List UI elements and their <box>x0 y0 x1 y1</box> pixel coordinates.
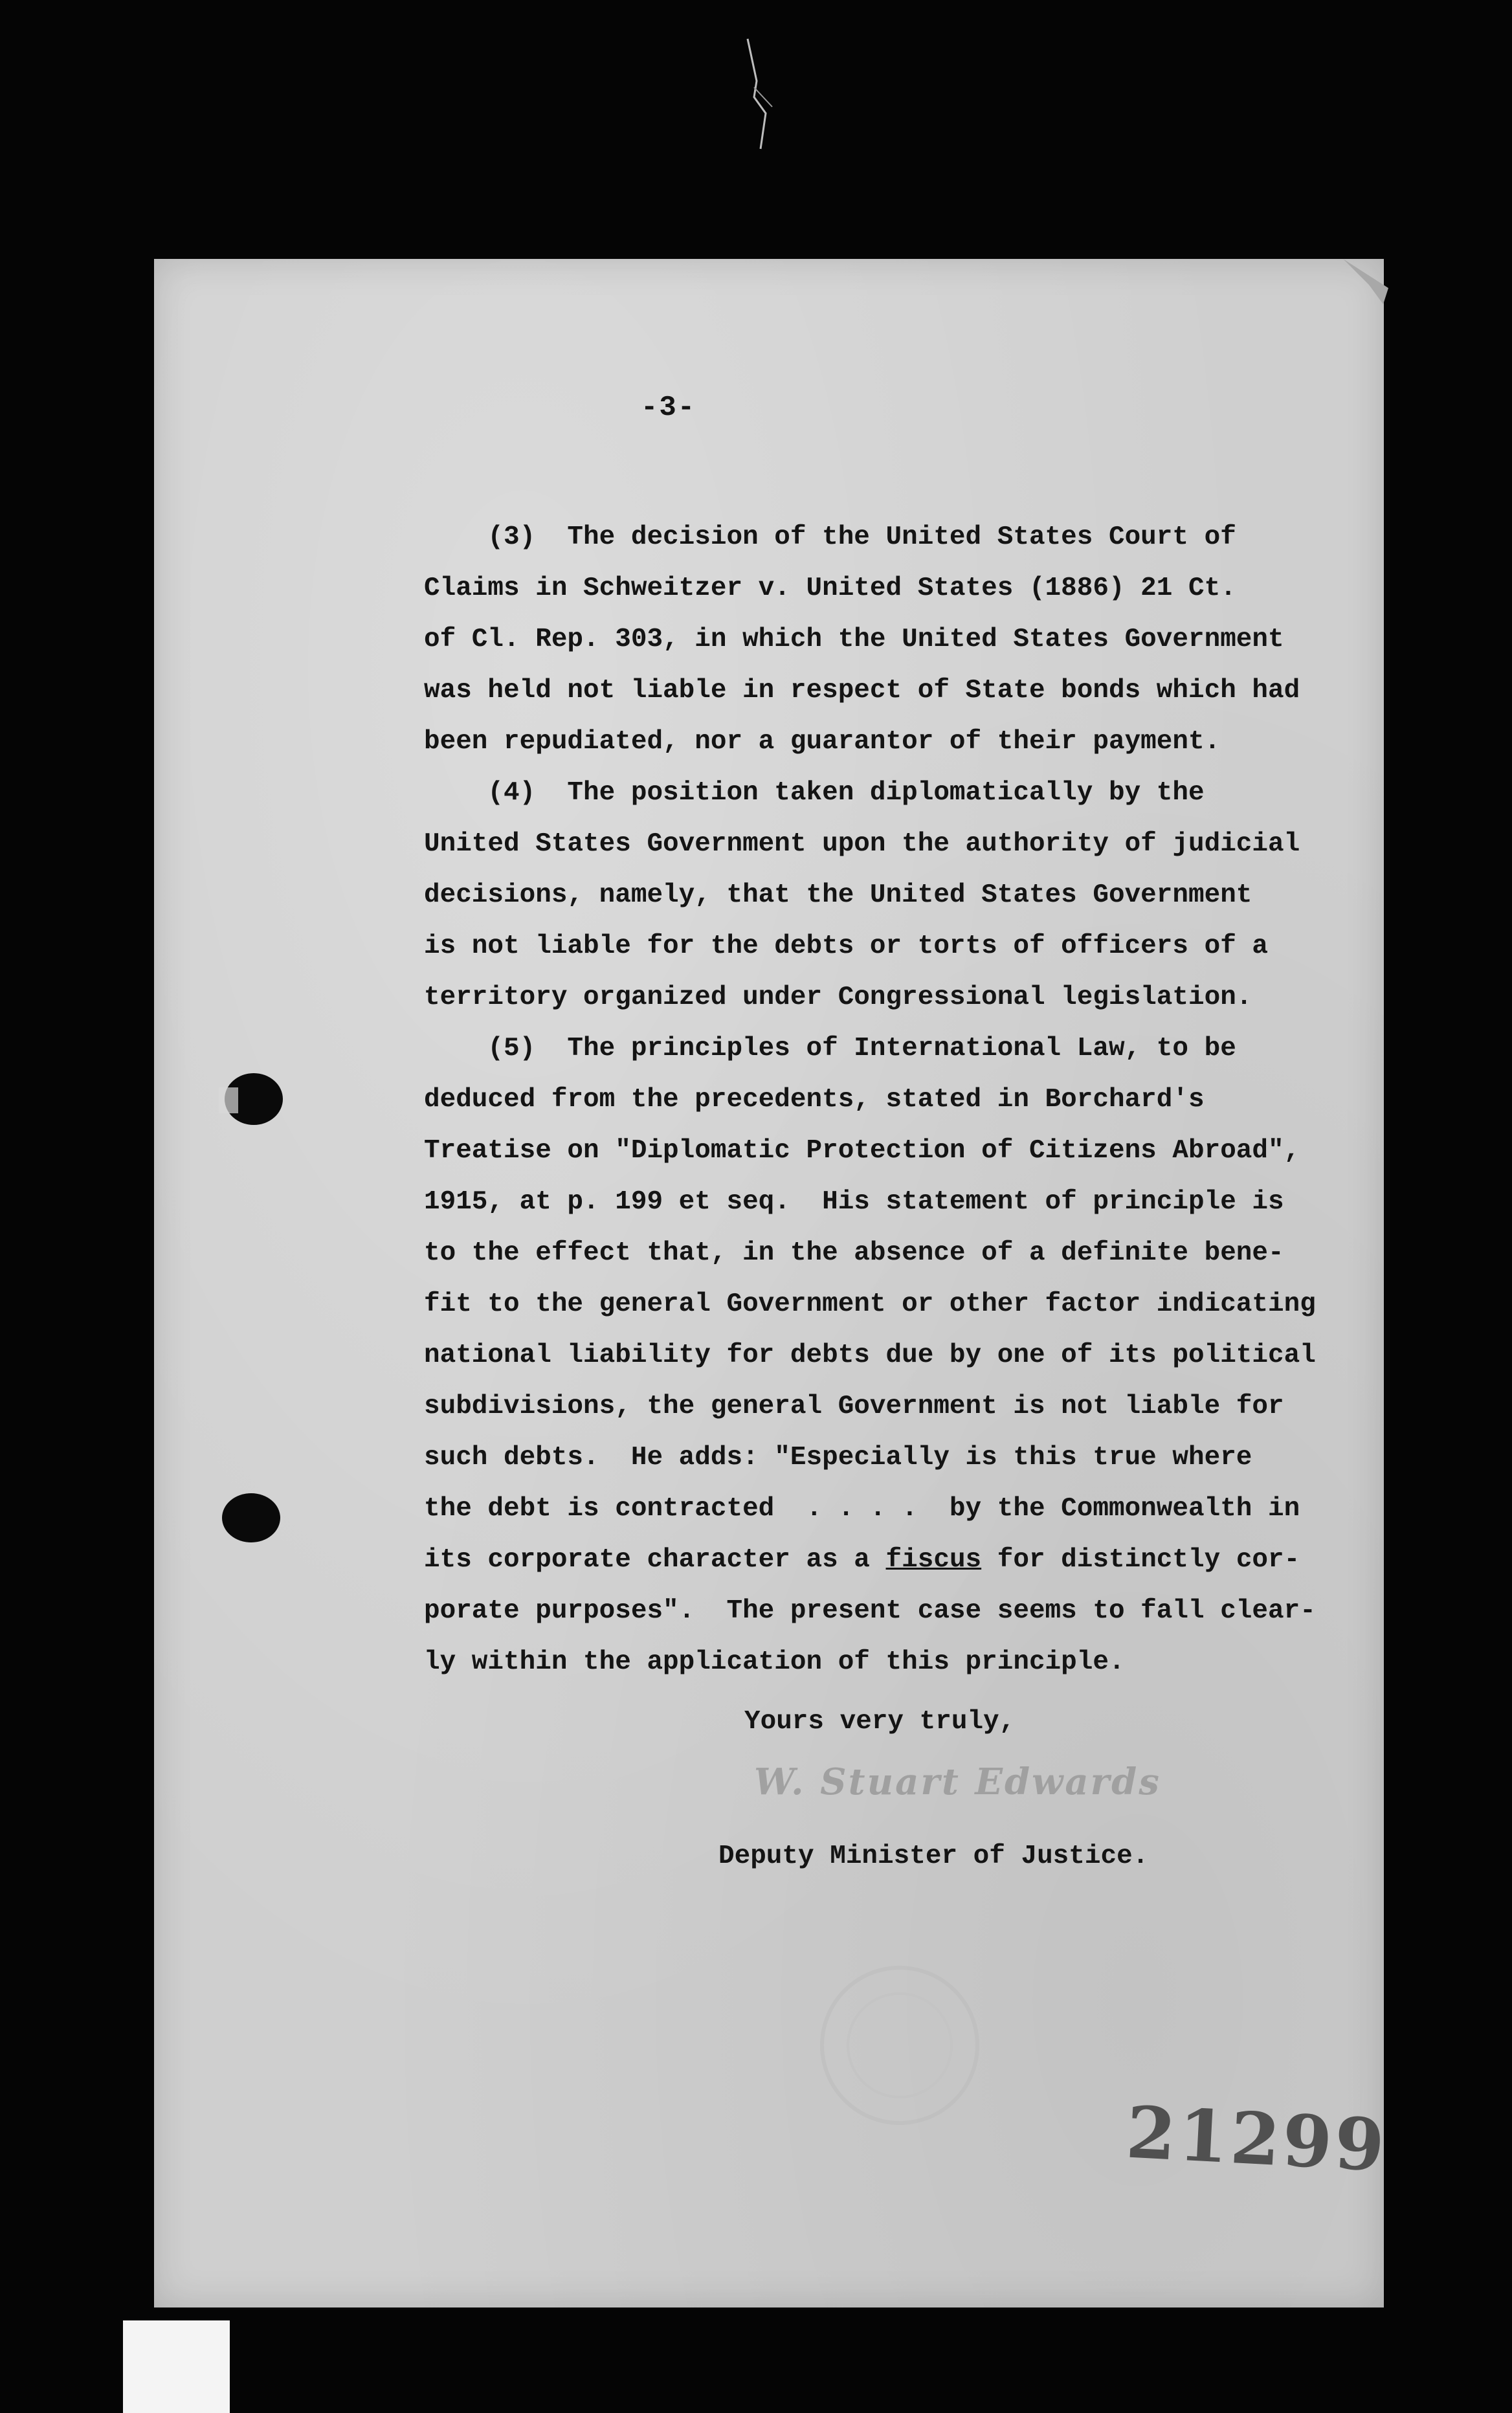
body-line: of Cl. Rep. 303, in which the United States Government <box>424 625 1284 654</box>
fiscus-underlined: fiscus <box>885 1545 982 1575</box>
body-line: fit to the general Government or other factor indicating <box>424 1289 1316 1319</box>
film-scratch-mark <box>735 36 786 152</box>
body-line-lead: its corporate character as a <box>424 1545 886 1575</box>
body-line: Claims in Schweitzer v. United States (1886) 21 Ct. <box>424 573 1236 603</box>
body-line: national liability for debts due by one of its political <box>424 1340 1316 1370</box>
body-line: 1915, at p. 199 et seq. His statement of principle is <box>424 1187 1284 1217</box>
body-line: territory organized under Congressional legislation. <box>424 983 1252 1012</box>
signatory-title: Deputy Minister of Justice. <box>718 1841 1149 1871</box>
signature: W. Stuart Edwards <box>754 1761 1161 1803</box>
body-line: ly within the application of this principle. <box>424 1647 1125 1677</box>
body-line: been repudiated, nor a guarantor of their payment. <box>424 727 1221 757</box>
body-line: such debts. He adds: "Especially is this true where <box>424 1443 1252 1473</box>
body-line: United States Government upon the authority of judicial <box>424 829 1300 859</box>
body-line <box>424 1547 1300 1573</box>
folded-corner <box>1343 259 1388 304</box>
film-frame-tab <box>123 2320 230 2413</box>
body-line: decisions, namely, that the United States Government <box>424 880 1252 910</box>
page-number: -3- <box>641 392 696 424</box>
punch-hole-mark <box>214 1062 291 1139</box>
body-line: the debt is contracted . . . . by the Commonwealth in <box>424 1494 1300 1524</box>
body-line: is not liable for the debts or torts of officers of a <box>424 931 1269 961</box>
document-number: 21299 <box>1124 2090 1389 2188</box>
body-line: to the effect that, in the absence of a definite bene- <box>424 1238 1284 1268</box>
letter-page <box>154 259 1384 2307</box>
body-line: (5) The principles of International Law, to be <box>424 1034 1236 1063</box>
body-line: subdivisions, the general Government is not liable for <box>424 1392 1284 1421</box>
punch-hole-mark <box>214 1485 285 1550</box>
body-line: was held not liable in respect of State bonds which had <box>424 676 1300 706</box>
body-line: (4) The position taken diplomatically by the <box>424 778 1205 808</box>
body-line-tail: for distinctly cor- <box>981 1545 1300 1575</box>
valediction: Yours very truly, <box>744 1707 1016 1737</box>
body-line: Treatise on "Diplomatic Protection of Citizens Abroad", <box>424 1136 1300 1166</box>
faint-stamp <box>803 1948 997 2142</box>
body-line: porate purposes". The present case seems to fall clear- <box>424 1596 1316 1626</box>
body-line: deduced from the precedents, stated in Borchard's <box>424 1085 1205 1115</box>
body-line: (3) The decision of the United States Court of <box>424 522 1236 552</box>
